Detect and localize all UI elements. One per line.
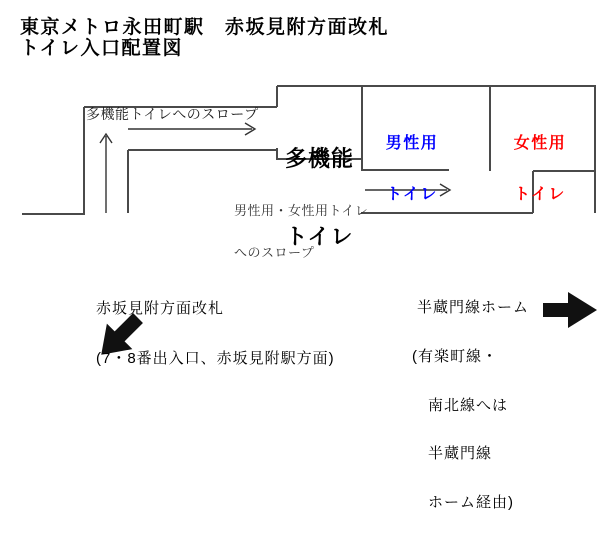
womens-toilet-label-line1: 女性用: [513, 135, 567, 152]
mens-toilet-label-line1: 男性用: [385, 135, 439, 152]
gate-label-line1: 赤坂見附方面改札: [96, 300, 225, 317]
mens-womens-slope-label-line1: 男性用・女性用トイレ: [234, 203, 369, 218]
multi-slope-right-arrow-icon: [128, 123, 255, 135]
multifunction-toilet-label-line1: 多機能: [284, 146, 354, 171]
platform-label-line2: (有楽町線・: [412, 348, 498, 366]
mens-toilet-label-line2: トイレ: [386, 186, 438, 203]
platform-label-line5: ホーム経由): [412, 493, 514, 511]
mens-toilet-label: [352, 101, 472, 237]
up-arrow-icon: [100, 134, 112, 213]
page-title-line2: トイレ入口配置図: [20, 38, 184, 59]
mens-womens-slope-label-line2: へのスロープ: [234, 245, 315, 260]
platform-label-line1: 半蔵門線ホーム: [417, 299, 530, 317]
page-title-line1: 東京メトロ永田町駅 赤坂見附方面改札: [20, 17, 390, 38]
platform-label: [412, 268, 529, 543]
gate-label-line2: (7・8番出入口、赤坂見附駅方面): [96, 349, 335, 367]
gate-label: [96, 268, 335, 400]
platform-label-line4: 半蔵門線: [412, 445, 493, 463]
multifunction-slope-label: 多機能トイレへのスロープ: [86, 106, 259, 122]
platform-direction-arrow-icon: [543, 292, 597, 328]
platform-label-line3: 南北線へは: [412, 396, 509, 414]
womens-toilet-label-line2: トイレ: [514, 186, 566, 203]
womens-toilet-label: [480, 101, 600, 237]
multifunction-toilet-label-line2: トイレ: [285, 224, 354, 249]
